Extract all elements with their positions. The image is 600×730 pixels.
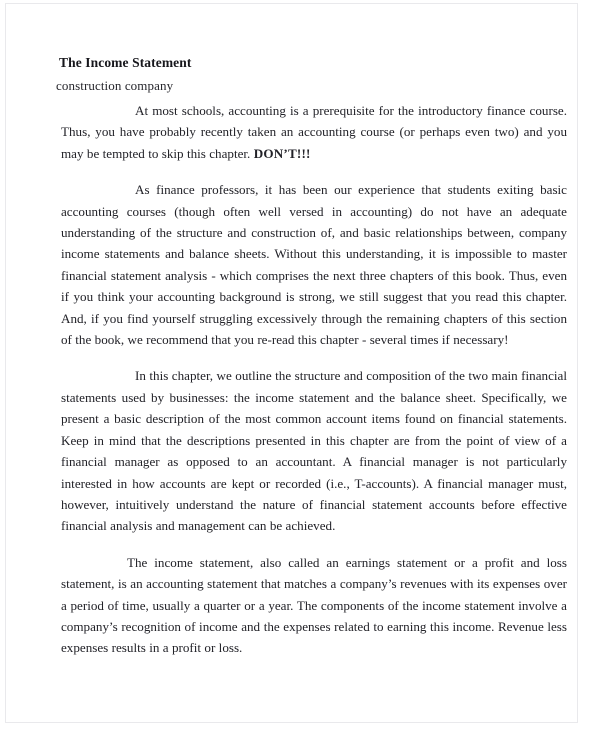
paragraph-1	[61, 100, 567, 164]
document-page-content	[6, 4, 577, 722]
page-title: The Income Statement	[59, 55, 192, 70]
paragraph-1-lead: At most schools, accounting is a prerequisite for the introductory finance course. Thus, you have probably recently taken an accounting course (or perhaps even two) and you may be tempted to skip this chapter.	[61, 103, 567, 161]
document-page	[5, 3, 578, 723]
paragraph-3: In this chapter, we outline the structure and composition of the two main financial statements used by businesses: the income statement and the balance sheet. Specifically, we present a basic description of the most common account items found on financial statements. Keep in mind that the descriptions presented in this chapter are from the point of view of a financial manager as opposed to an accountant. A financial manager is not particularly interested in how accounts are kept or recorded (i.e., T-accounts). A financial manager must, however, intuitively understand the nature of financial statement accounts before effective financial analysis and management can be achieved.	[61, 368, 567, 534]
document-subtitle: construction company	[56, 78, 174, 93]
paragraph-1-emphasis: DON’T!!!	[253, 145, 311, 161]
paragraph-4: The income statement, also called an earnings statement or a profit and loss statement, is an accounting statement that matches a company’s revenues with its expenses over a period of time, usually a quarter or a year. The components of the income statement involve a company’s recognition of income and the expenses related to earning this income. Revenue less expenses results in a profit or loss.	[61, 554, 567, 656]
document-body	[61, 100, 567, 659]
paragraph-2: As finance professors, it has been our experience that students exiting basic accounting courses (though often well versed in accounting) do not have an adequate understanding of the structure and construction of, and basic relationships between, company income statements and balance sheets. Without this understanding, it is impossible to master financial statement analysis - which comprises the next three chapters of this book. Thus, even if you think your accounting background is strong, we still suggest that you read this chapter. And, if you find yourself struggling excessively through the remaining chapters of this section of the book, we recommend that you re-read this chapter - several times if necessary!	[61, 182, 567, 348]
